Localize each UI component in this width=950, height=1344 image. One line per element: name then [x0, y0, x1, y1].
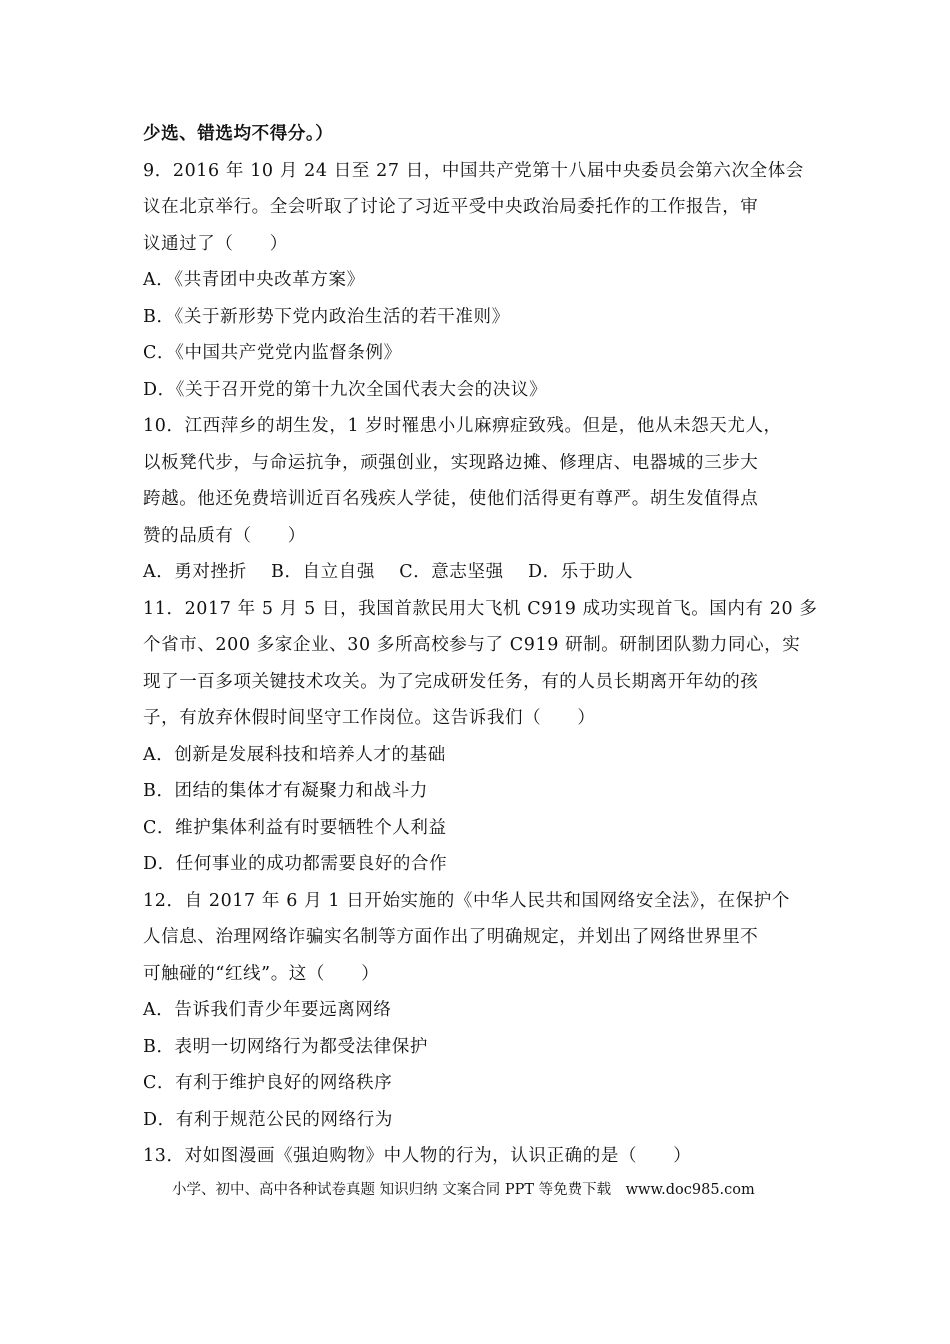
options-row: A．勇对挫折 B．自立自强 C．意志坚强 D．乐于助人 [143, 562, 634, 582]
question-text-line: 跨越。他还免费培训近百名残疾人学徒，使他们活得更有尊严。胡生发值得点 [143, 489, 759, 509]
option-a: A．《共青团中央改革方案》 [143, 270, 365, 290]
question-text-line: 9．2016 年 10 月 24 日至 27 日，中国共产党第十八届中央委员会第六次全体会 [143, 160, 804, 181]
section-instruction: 少选、错选均不得分。） [143, 124, 334, 144]
option-a: A．创新是发展科技和培养人才的基础 [143, 744, 446, 765]
option-b: B．《关于新形势下党内政治生活的若干准则》 [143, 306, 510, 327]
option-b: B．团结的集体才有凝聚力和战斗力 [143, 781, 428, 801]
question-12 [143, 883, 815, 1139]
question-text-line: 12．自 2017 年 6 月 1 日开始实施的《中华人民共和国网络安全法》，在保护个 [143, 890, 790, 911]
question-text-line: 议在北京举行。全会听取了讨论了习近平受中央政治局委托作的工作报告，审 [143, 197, 759, 217]
option-b: B．表明一切网络行为都受法律保护 [143, 1036, 428, 1057]
question-9 [143, 153, 815, 409]
question-text-line: 个省市、200 多家企业、30 多所高校参与了 C919 研制。研制团队勠力同心，实 [143, 635, 801, 655]
question-11 [143, 591, 818, 883]
question-text-line: 子，有放弃休假时间坚守工作岗位。这告诉我们（ ） [143, 708, 596, 728]
option-a: A．告诉我们青少年要远离网络 [143, 1000, 392, 1020]
option-c: C．维护集体利益有时要牺牲个人利益 [143, 817, 447, 838]
question-text-line: 议通过了（ ） [143, 233, 288, 254]
question-text-line: 赞的品质有（ ） [143, 525, 306, 546]
question-text-line: 可触碰的“红线”。这（ ） [143, 963, 380, 984]
question-text-line: 11．2017 年 5 月 5 日，我国首款民用大飞机 C919 成功实现首飞。国内有 20 多 [143, 598, 818, 619]
question-text-line: 以板凳代步，与命运抗争，顽强创业，实现路边摊、修理店、电器城的三步大 [143, 452, 759, 473]
option-d: D．任何事业的成功都需要良好的合作 [143, 854, 448, 874]
page-footer: 小学、初中、高中各种试卷真题 知识归纳 文案合同 PPT 等免费下载 www.doc985.com [172, 1182, 755, 1198]
question-text-line: 13．对如图漫画《强迫购物》中人物的行为，认识正确的是（ ） [143, 1146, 692, 1166]
question-10 [143, 408, 815, 591]
question-text-line: 人信息、治理网络诈骗实名制等方面作出了明确规定，并划出了网络世界里不 [143, 927, 759, 947]
option-c: C．有利于维护良好的网络秩序 [143, 1073, 393, 1093]
option-d: D．有利于规范公民的网络行为 [143, 1109, 393, 1130]
question-text-line: 10．江西萍乡的胡生发，1 岁时罹患小儿麻痹症致残。但是，他从未怨天尤人， [143, 416, 782, 436]
question-text-line: 现了一百多项关键技术攻关。为了完成研发任务，有的人员长期离开年幼的孩 [143, 671, 759, 692]
question-13 [143, 1138, 815, 1175]
option-d: D．《关于召开党的第十九次全国代表大会的决议》 [143, 379, 548, 400]
option-c: C．《中国共产党党内监督条例》 [143, 343, 402, 363]
question-content [143, 116, 818, 1175]
